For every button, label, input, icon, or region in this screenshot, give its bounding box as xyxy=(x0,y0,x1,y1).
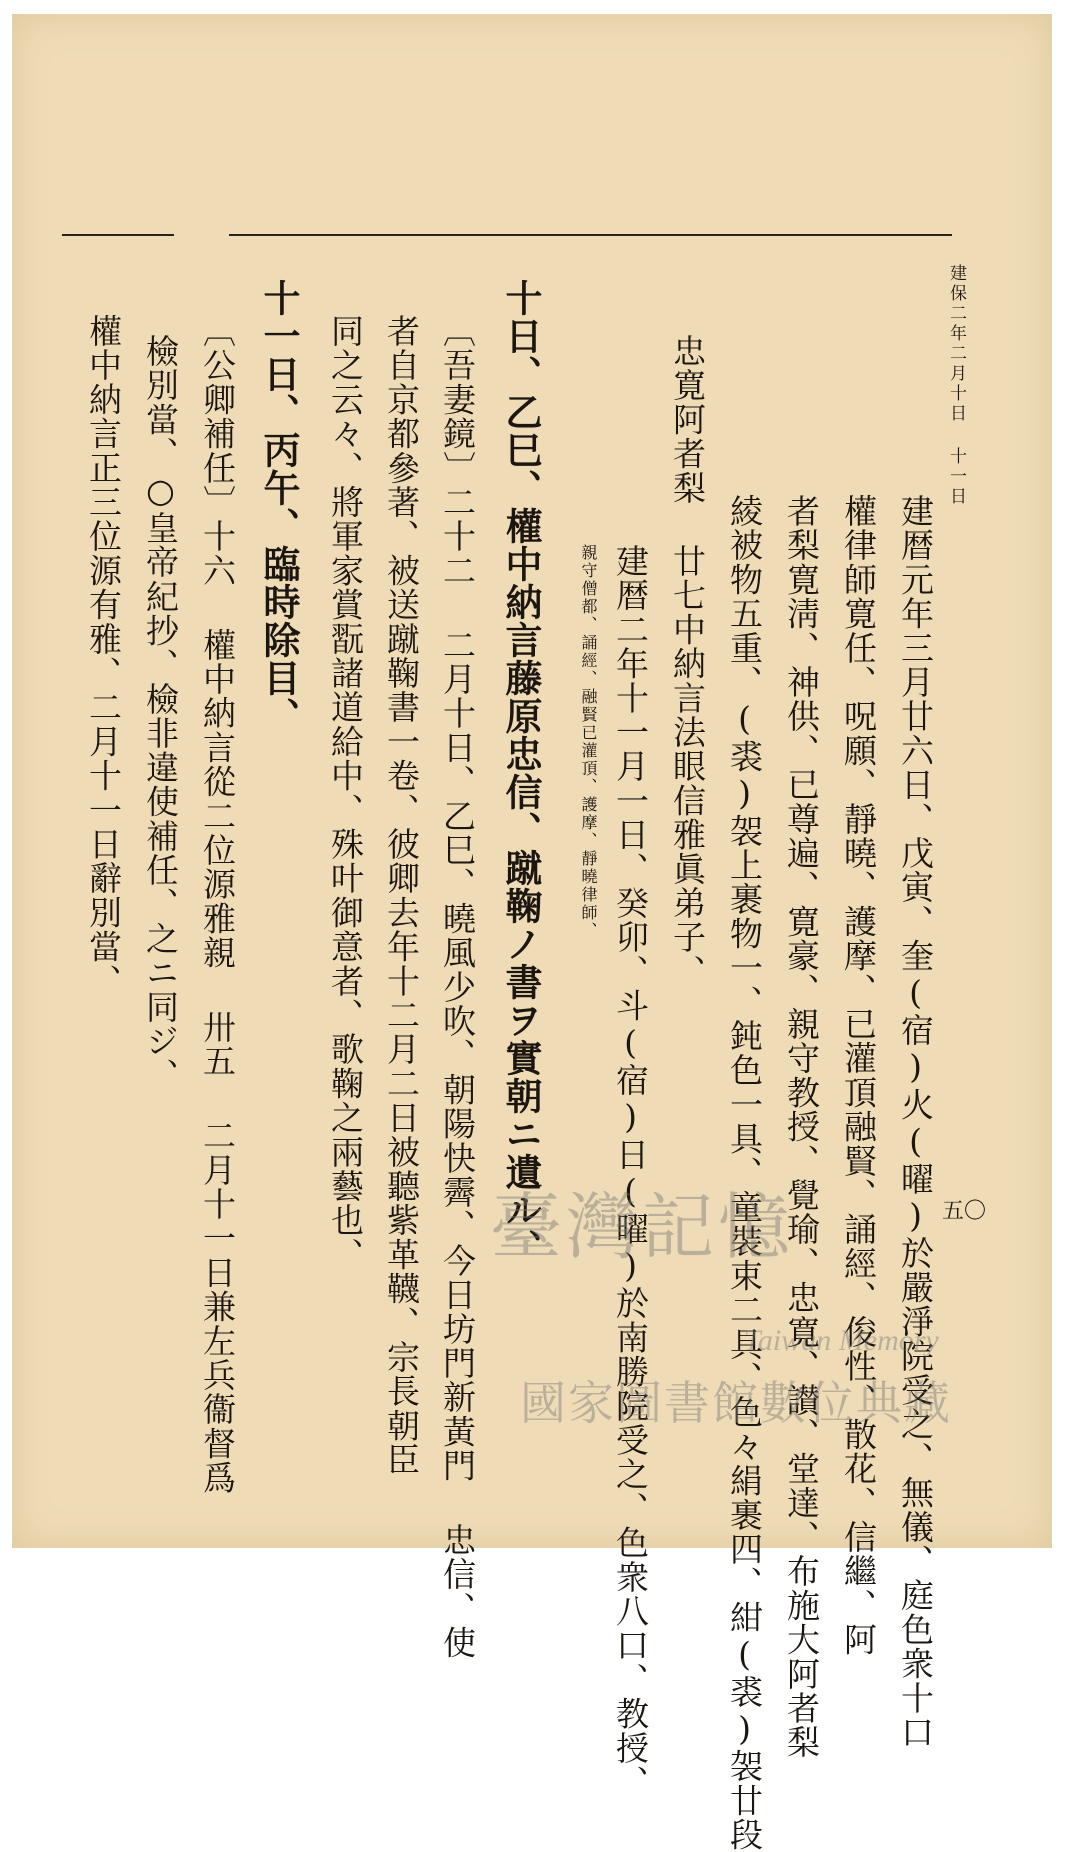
watermark-english: Taiwan Memory xyxy=(744,1324,939,1357)
entry-heading: 十日、乙巳、權中納言藤原忠信、蹴鞠ノ書ヲ實朝ニ遺ル、 xyxy=(499,279,543,1267)
text-column: 者自京都參著、被送蹴鞠書一卷、彼卿去年十二月二日被聽紫革韈、宗長朝臣 xyxy=(382,314,421,1477)
entry-heading: 十一日、丙午、臨時除目、 xyxy=(257,279,301,735)
text-column: 權中納言正三位源有雅、二月十一日辭別當、 xyxy=(84,314,123,998)
horizontal-rule xyxy=(62,234,952,236)
text-column: 建暦元年三月廿六日、戊寅、奎(宿)火(曜)於嚴淨院受之、無儀、庭色衆十口 xyxy=(896,494,935,1750)
text-column: 忠寛阿者梨 xyxy=(668,334,707,505)
text-column: 權律師寛任、呪願、靜曉、護摩、已灌頂融賢、誦經、俊性、散花、信繼、阿 xyxy=(839,494,878,1657)
watermark-library: 國家圖書館數位典藏 xyxy=(520,1376,952,1430)
page-number: 五〇 xyxy=(942,1199,987,1224)
text-column: 者梨寛淸、神供、已尊遍、寛豪、親守教授、覺瑜、忠寛、讃、堂達、布施大阿者梨 xyxy=(782,494,821,1760)
text-column: 檢別當、○皇帝紀抄、檢非違使補任、之ニ同ジ、 xyxy=(141,334,180,1093)
text-column: 廿七中納言法眼信雅眞弟子、 xyxy=(668,544,707,989)
text-column-annotation: 親守僧都、誦經、融賢已灌頂、護摩、靜曉律師、 xyxy=(579,544,598,940)
text-column: 建暦二年十一月一日、癸卯、斗(宿)日(曜)於南勝院受之、色衆八口、教授、 xyxy=(611,544,650,1800)
watermark-logo: 臺灣記憶 xyxy=(490,1185,795,1269)
text-column: 綾被物五重、(裘)袈上裹物一、鈍色一具、童裝束二具、色々絹裹四、紺(裘)袈廿段 xyxy=(725,494,764,1852)
text-column: 同之云々、將軍家賞翫諸道給中、殊叶御意者、歌鞠之兩藝也、 xyxy=(326,314,365,1272)
text-column: 〔吾妻鏡〕二十二 二月十日、乙巳、曉風少吹、朝陽快霽、今日坊門新黃門 忠信、使 xyxy=(438,314,477,1660)
running-title: 建保二年二月十日 十一日 xyxy=(946,264,966,507)
text-column: 〔公卿補任〕十六 權中納言從二位源雅親 卅五 二月十一日兼左兵衞督爲 xyxy=(198,314,237,1495)
document-page xyxy=(12,14,1052,1852)
